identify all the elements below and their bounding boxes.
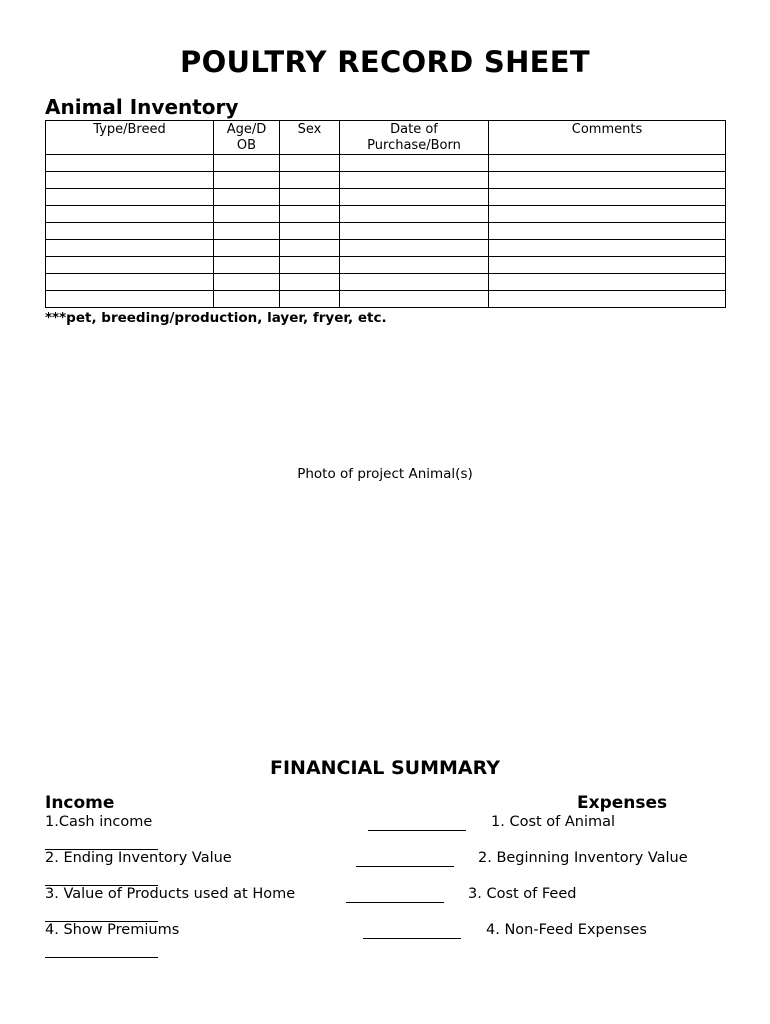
inventory-cell[interactable] bbox=[340, 206, 489, 223]
inventory-cell[interactable] bbox=[340, 257, 489, 274]
photo-placeholder-label: Photo of project Animal(s) bbox=[297, 466, 473, 482]
inventory-cell[interactable] bbox=[280, 291, 340, 308]
inventory-cell[interactable] bbox=[489, 223, 726, 240]
expense-blank-4[interactable] bbox=[45, 957, 158, 958]
inventory-cell[interactable] bbox=[46, 189, 214, 206]
income-item-2: 2. Ending Inventory Value bbox=[45, 850, 232, 866]
inventory-cell[interactable] bbox=[214, 206, 280, 223]
column-header-age-dob: Age/D OB bbox=[214, 121, 280, 155]
expense-item-1: 1. Cost of Animal bbox=[491, 814, 616, 830]
inventory-cell[interactable] bbox=[489, 240, 726, 257]
inventory-note: ***pet, breeding/production, layer, fryer, etc. bbox=[45, 310, 387, 326]
inventory-cell[interactable] bbox=[280, 274, 340, 291]
inventory-header-row bbox=[46, 121, 726, 155]
inventory-cell[interactable] bbox=[214, 223, 280, 240]
inventory-cell[interactable] bbox=[280, 172, 340, 189]
inventory-row bbox=[46, 189, 726, 206]
inventory-cell[interactable] bbox=[489, 291, 726, 308]
inventory-cell[interactable] bbox=[280, 223, 340, 240]
inventory-cell[interactable] bbox=[489, 274, 726, 291]
inventory-cell[interactable] bbox=[46, 155, 214, 172]
page-title: POULTRY RECORD SHEET bbox=[180, 45, 590, 79]
income-item-4: 4. Show Premiums bbox=[45, 922, 180, 938]
inventory-cell[interactable] bbox=[340, 223, 489, 240]
income-item-3: 3. Value of Products used at Home bbox=[45, 886, 296, 902]
inventory-cell[interactable] bbox=[280, 155, 340, 172]
column-header-type-breed: Type/Breed bbox=[46, 121, 214, 155]
inventory-row bbox=[46, 155, 726, 172]
inventory-cell[interactable] bbox=[214, 257, 280, 274]
inventory-cell[interactable] bbox=[46, 274, 214, 291]
inventory-table bbox=[45, 120, 726, 308]
inventory-cell[interactable] bbox=[489, 189, 726, 206]
inventory-cell[interactable] bbox=[214, 172, 280, 189]
inventory-cell[interactable] bbox=[280, 240, 340, 257]
inventory-cell[interactable] bbox=[340, 291, 489, 308]
inventory-row bbox=[46, 172, 726, 189]
inventory-cell[interactable] bbox=[46, 291, 214, 308]
expense-item-2: 2. Beginning Inventory Value bbox=[478, 850, 688, 866]
inventory-cell[interactable] bbox=[340, 155, 489, 172]
inventory-cell[interactable] bbox=[214, 274, 280, 291]
expenses-heading: Expenses bbox=[577, 793, 668, 813]
inventory-cell[interactable] bbox=[46, 240, 214, 257]
inventory-row bbox=[46, 223, 726, 240]
income-blank-1[interactable] bbox=[368, 830, 466, 831]
inventory-cell[interactable] bbox=[46, 257, 214, 274]
financial-summary-title: FINANCIAL SUMMARY bbox=[270, 757, 500, 779]
income-blank-2[interactable] bbox=[356, 866, 454, 867]
inventory-cell[interactable] bbox=[340, 274, 489, 291]
inventory-row bbox=[46, 206, 726, 223]
inventory-row bbox=[46, 291, 726, 308]
column-header-comments: Comments bbox=[489, 121, 726, 155]
inventory-cell[interactable] bbox=[489, 172, 726, 189]
inventory-cell[interactable] bbox=[340, 189, 489, 206]
column-header-sex: Sex bbox=[280, 121, 340, 155]
inventory-cell[interactable] bbox=[280, 189, 340, 206]
inventory-cell[interactable] bbox=[46, 172, 214, 189]
expense-item-3: 3. Cost of Feed bbox=[468, 886, 577, 902]
inventory-cell[interactable] bbox=[489, 206, 726, 223]
inventory-cell[interactable] bbox=[340, 240, 489, 257]
income-blank-4[interactable] bbox=[363, 938, 461, 939]
inventory-cell[interactable] bbox=[214, 240, 280, 257]
inventory-cell[interactable] bbox=[46, 206, 214, 223]
inventory-cell[interactable] bbox=[214, 291, 280, 308]
inventory-row bbox=[46, 240, 726, 257]
inventory-heading: Animal Inventory bbox=[45, 95, 239, 119]
inventory-row bbox=[46, 274, 726, 291]
inventory-cell[interactable] bbox=[214, 189, 280, 206]
inventory-cell[interactable] bbox=[46, 223, 214, 240]
inventory-cell[interactable] bbox=[489, 155, 726, 172]
inventory-cell[interactable] bbox=[340, 172, 489, 189]
column-header-date: Date of Purchase/Born bbox=[340, 121, 489, 155]
inventory-cell[interactable] bbox=[280, 206, 340, 223]
inventory-cell[interactable] bbox=[214, 155, 280, 172]
inventory-row bbox=[46, 257, 726, 274]
income-item-1: 1.Cash income bbox=[45, 814, 153, 830]
inventory-cell[interactable] bbox=[489, 257, 726, 274]
expense-item-4: 4. Non-Feed Expenses bbox=[486, 922, 647, 938]
inventory-cell[interactable] bbox=[280, 257, 340, 274]
income-heading: Income bbox=[45, 793, 115, 813]
income-blank-3[interactable] bbox=[346, 902, 444, 903]
